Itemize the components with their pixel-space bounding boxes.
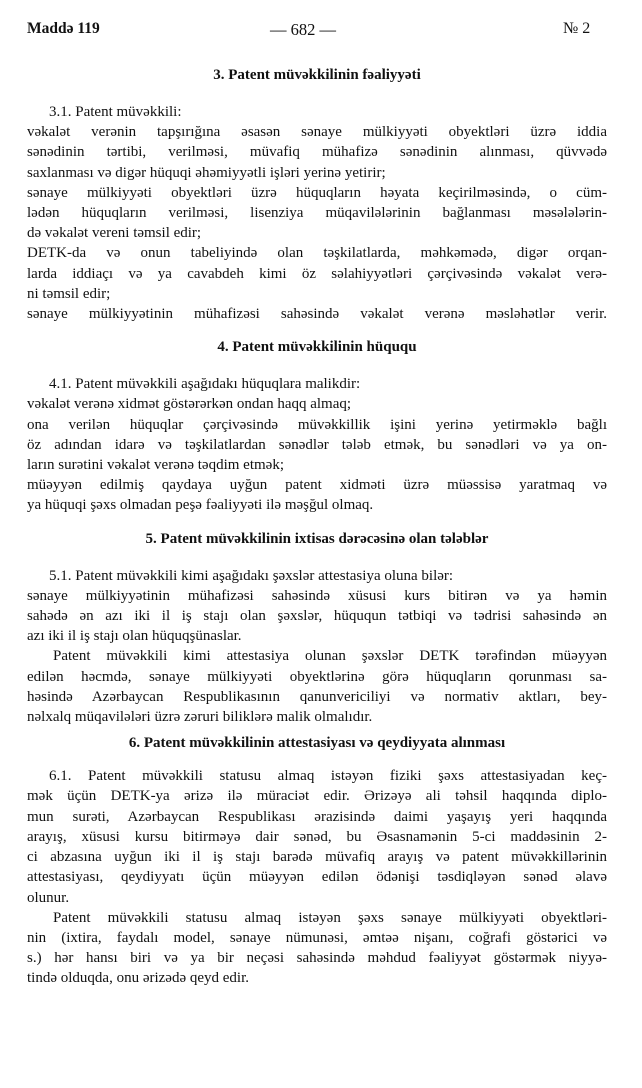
paragraph-line: s.) hər hansı biri və ya bir neçəsi sahəsində məhdud fəaliyyət göstərmək niyyə- (27, 950, 607, 967)
paragraph-line: nəlxalq müqavilələri üzrə zəruri biliklərə malik olmalıdır. (27, 709, 373, 726)
paragraph-line: nin (ixtira, faydalı model, sənaye nümunəsi, əmtəə nişanı, coğrafi göstərici və (27, 929, 607, 946)
paragraph-line: attestasiyası, qeydiyyatı üçün müəyyən edilən ödənişi təsdiqləyən sənəd əlavə (27, 869, 607, 886)
paragraph-line: ci abzasına uyğun iki il iş stajı barədə müvafiq arayış və patent müvəkkillərinin (27, 849, 607, 866)
clause-6-1-title: 6.1. Patent müvəkkili statusu almaq istəyən fiziki şəxs attestasiyadan keç- (49, 768, 607, 785)
paragraph-line: sənaye mülkiyyətinin mühafizəsi sahəsində xüsusi kurs bitirən və ya həmin (27, 587, 607, 604)
paragraph-line: mun surəti, Azərbaycan Respublikası ərazisində daimi yaşayış yeri haqqında (27, 808, 607, 825)
paragraph-line: vəkalət verənə xidmət göstərərkən ondan haqq almaq; (27, 396, 352, 413)
paragraph-line: tində olduqda, onu ərizədə qeyd edir. (27, 970, 250, 987)
page-number: — 682 — (270, 20, 336, 39)
paragraph-line: də vəkalət vereni təmsil edir; (27, 225, 202, 242)
paragraph-line: həsində Azərbaycan Respublikasının qanunvericiliyi və normativ aktları, bey- (27, 688, 607, 705)
paragraph-line: sənaye mülkiyyəti obyektləri üzrə hüquqların həyata keçirilməsində, o cüm- (27, 184, 607, 201)
section-heading-3: 3. Patent müvəkkilinin fəaliyyəti (213, 67, 421, 83)
running-header (0, 20, 642, 44)
paragraph-line: mək üçün DETK-ya ərizə ilə müraciət edir. Ərizəyə ali təhsil haqqında diplo- (27, 788, 607, 805)
paragraph-line: saxlanması və digər hüquqi əhəmiyyətli işləri yerinə yetirir; (27, 164, 386, 181)
paragraph-line: azı iki il iş stajı olan hüquqşünaslar. (27, 628, 242, 645)
article-label: Maddə 119 (27, 20, 100, 37)
paragraph-line: ya hüquqi şəxs olmadan peşə fəaliyyəti ilə məşğul olmaq. (27, 497, 374, 514)
paragraph-line: Patent müvəkkili kimi attestasiya olunan şəxslər DETK tərəfindən müəyyən (53, 648, 607, 665)
paragraph-line: sahədə ən azı iki il iş stajı olan şəxslər, hüququn tətbiqi və tədrisi sahəsində ən (27, 608, 607, 625)
paragraph-line: larda iddiaçı və ya cavabdeh kimi öz səlahiyyətləri çərçivəsində vəkalət verə- (27, 265, 607, 282)
clause-3-1-title: 3.1. Patent müvəkkili: (49, 104, 182, 120)
paragraph-line: Patent müvəkkili statusu almaq istəyən şəxs sənaye mülkiyyəti obyektləri- (53, 909, 607, 926)
paragraph-line: öz adından idarə və təşkilatlardan sənədlər tələb etmək, bu sənədləri və ya on- (27, 436, 607, 453)
paragraph-line: olunur. (27, 889, 70, 906)
paragraph-line: ların surətini vəkalət verənə təqdim etmək; (27, 457, 284, 474)
paragraph-line: sənaye mülkiyyətinin mühafizəsi sahəsində vəkalət verənə məsləhətlər verir. (27, 306, 607, 323)
document-body (27, 62, 607, 989)
paragraph-line: sənədinin tərtibi, verilməsi, müvafiq mühafizə sənədinin alınması, qüvvədə (27, 144, 607, 161)
clause-4-1-title: 4.1. Patent müvəkkili aşağıdakı hüquqlara malikdir: (49, 376, 361, 393)
section-heading-6: 6. Patent müvəkkilinin attestasiyası və qeydiyyata alınması (128, 735, 506, 752)
section-heading-4: 4. Patent müvəkkilinin hüququ (217, 339, 417, 356)
section-heading-5: 5. Patent müvəkkilinin ixtisas dərəcəsinə olan tələblər (145, 530, 489, 547)
paragraph-line: DETK-da və onun tabeliyində olan təşkilatlarda, məhkəmədə, digər orqan- (27, 245, 607, 262)
paragraph-line: ni təmsil edir; (27, 285, 111, 302)
paragraph-line: vəkalət verənin tapşırığına əsasən sənaye mülkiyyəti obyektləri üzrə iddia (27, 124, 607, 141)
clause-5-1-title: 5.1. Patent müvəkkili kimi aşağıdakı şəxslər attestasiya oluna bilər: (49, 567, 454, 584)
paragraph-line: müəyyən edilmiş qaydaya uyğun patent xidməti üzrə müəssisə yaratmaq və (27, 477, 607, 494)
paragraph-line: arayış, xüsusi kursu bitirməyə dair sənəd, bu Əsasnamənin 5-ci maddəsinin 2- (27, 828, 607, 845)
paragraph-line: ona verilən hüquqlar çərçivəsində müvəkkillik işini yerinə yetirməklə bağlı (27, 416, 607, 433)
issue-number: № 2 (563, 20, 591, 37)
paragraph-line: lədən hüquqların verilməsi, lisenziya müqavilələrinin bağlanması məsələlərin- (27, 205, 607, 222)
paragraph-line: edilən həcmdə, sənaye mülkiyyəti obyektlərinə görə hüquqların qorunması sa- (27, 668, 607, 685)
